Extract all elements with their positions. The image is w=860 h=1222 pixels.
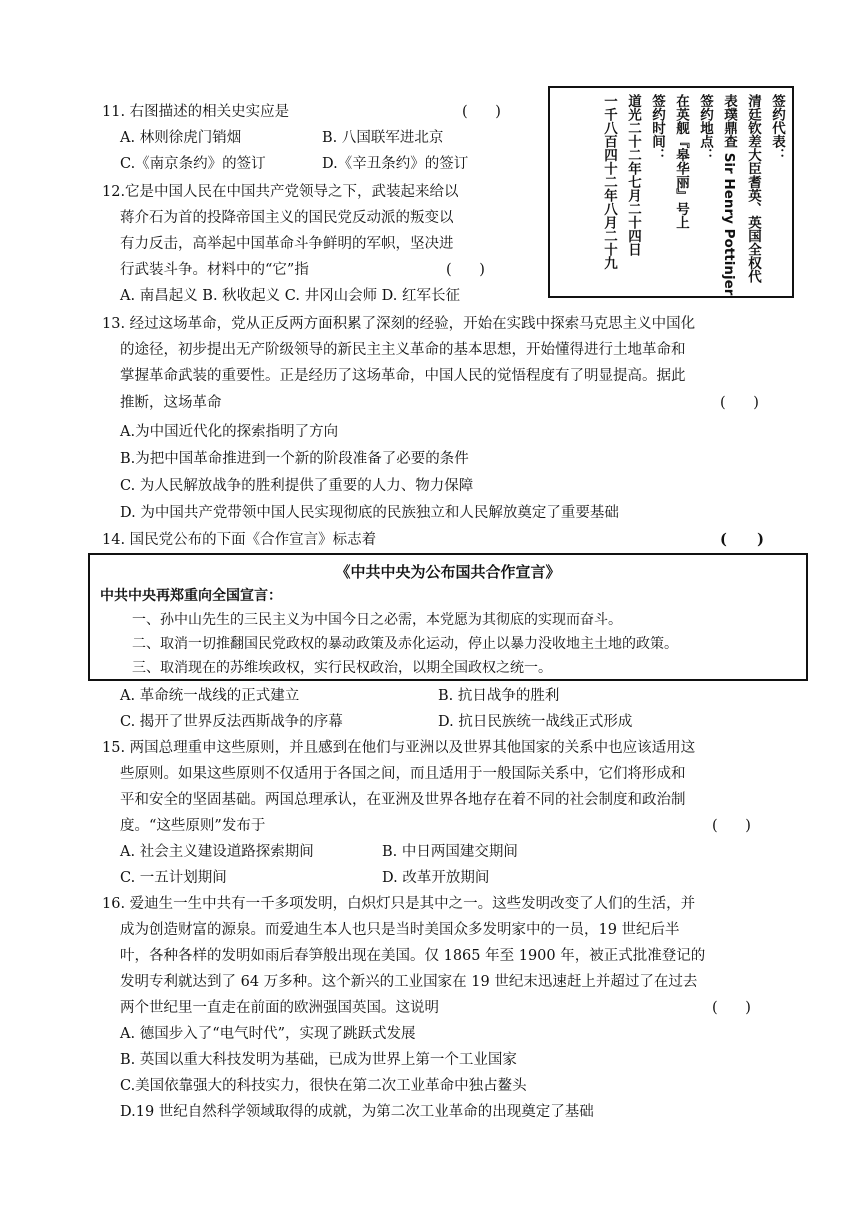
q12-line-3: 有力反击，高举起中国革命斗争鲜明的军帜，坚决进 [120, 236, 454, 252]
treaty-signatory-line2: 表璞鼎查 Sir Henry Pottinjer [721, 94, 737, 296]
q11-option-c: C.《南京条约》的签订 [120, 156, 266, 172]
q15-option-d: D. 改革开放期间 [382, 870, 490, 886]
q13-line-3: 掌握革命武装的重要性。正是经历了这场革命，中国人民的觉悟程度有了明显提高。据此 [120, 368, 686, 384]
q16-line-1: 16. 爱迪生一生中共有一千多项发明，白炽灯只是其中之一。这些发明改变了人们的生活，并 [102, 896, 696, 912]
treaty-time-lunar: 道光二十二年七月二十四日 [625, 94, 641, 256]
q15-option-c: C. 一五计划期间 [120, 870, 227, 886]
q12-line-2: 蒋介石为首的投降帝国主义的国民党反动派的叛变以 [120, 210, 454, 226]
q15-line-4: 度。“这些原则”发布于 [120, 818, 266, 834]
q16-line-2: 成为创造财富的源泉。而爱迪生本人也只是当时美国众多发明家中的一员，19 世纪后半 [120, 922, 680, 938]
q14-option-a: A. 革命统一战线的正式建立 [120, 688, 300, 704]
q13-line-1: 13. 经过这场革命，党从正反两方面积累了深刻的经验，开始在实践中探索马克思主义中国化 [102, 316, 696, 332]
q12-line-4: 行武装斗争。材料中的“它”指 [120, 262, 309, 278]
q16-line-4: 发明专利就达到了 64 万多种。这个新兴的工业国家在 19 世纪末迅速赶上并超过了在过去 [120, 974, 698, 990]
treaty-signatory-label: 签约代表： [769, 94, 785, 162]
q12-options: A. 南昌起义 B. 秋收起义 C. 井冈山会师 D. 红军长征 [120, 288, 461, 304]
q12-answer-blank[interactable]: ( ) [446, 262, 485, 278]
treaty-signatory-line1: 清廷钦差大臣耆英、英国全权代 [745, 94, 761, 283]
q16-answer-blank[interactable]: ( ) [712, 1000, 751, 1016]
q13-answer-blank[interactable]: ( ) [720, 395, 759, 411]
q16-line-3: 叶，各种各样的发明如雨后春笋般出现在美国。仅 1865 年至 1900 年，被正式批准登记的 [120, 948, 706, 964]
declaration-item-3: 三、取消现在的苏维埃政权，实行民权政治，以期全国政权之统一。 [132, 660, 552, 676]
q16-option-c: C.美国依靠强大的科技实力，很快在第二次工业革命中独占鳌头 [120, 1078, 527, 1094]
treaty-place-value: 在英舰『皋华丽』号上 [673, 94, 689, 229]
declaration-item-2: 二、取消一切推翻国民党政权的暴动政策及赤化运动，停止以暴力没收地主土地的政策。 [132, 636, 678, 652]
q13-line-2: 的途径，初步提出无产阶级领导的新民主主义革命的基本思想，开始懂得进行土地革命和 [120, 342, 686, 358]
q12-line-1: 12.它是中国人民在中国共产党领导之下，武装起来给以 [102, 184, 459, 200]
treaty-place-label: 签约地点： [697, 94, 713, 162]
q11-stem: 11. 右图描述的相关史实应是 [102, 104, 290, 120]
declaration-title: 《中共中央为公布国共合作宣言》 [335, 563, 561, 581]
q13-option-a: A.为中国近代化的探索指明了方向 [120, 424, 339, 440]
q14-option-c: C. 揭开了世界反法西斯战争的序幕 [120, 714, 343, 730]
q14-option-b: B. 抗日战争的胜利 [438, 688, 560, 704]
q13-option-d: D. 为中国共产党带领中国人民实现彻底的民族独立和人民解放奠定了重要基础 [120, 505, 619, 521]
q16-option-b: B. 英国以重大科技发明为基础，已成为世界上第一个工业国家 [120, 1052, 517, 1068]
q14-option-d: D. 抗日民族统一战线正式形成 [438, 714, 633, 730]
cooperation-declaration-box [88, 553, 808, 681]
q14-answer-blank[interactable]: ( ) [720, 531, 765, 548]
q13-line-4: 推断，这场革命 [120, 395, 222, 411]
q11-option-d: D.《辛丑条约》的签订 [322, 156, 469, 172]
q16-option-a: A. 德国步入了“电气时代”，实现了跳跃式发展 [120, 1026, 416, 1042]
q11-option-a: A. 林则徐虎门销烟 [120, 130, 242, 146]
q15-answer-blank[interactable]: ( ) [712, 818, 751, 834]
q13-option-c: C. 为人民解放战争的胜利提供了重要的人力、物力保障 [120, 478, 474, 494]
q15-line-2: 些原则。如果这些原则不仅适用于各国之间，而且适用于一般国际关系中，它们将形成和 [120, 766, 686, 782]
q15-option-b: B. 中日两国建交期间 [382, 844, 518, 860]
q13-option-b: B.为把中国革命推进到一个新的阶段准备了必要的条件 [120, 451, 469, 467]
q15-line-3: 平和安全的坚固基础。两国总理承认，在亚洲及世界各地存在着不同的社会制度和政治制 [120, 792, 686, 808]
declaration-item-1: 一、孙中山先生的三民主义为中国今日之必需，本党愿为其彻底的实现而奋斗。 [132, 612, 622, 628]
declaration-intro: 中共中央再郑重向全国宣言： [100, 588, 282, 604]
q16-option-d: D.19 世纪自然科学领域取得的成就，为第二次工业革命的出现奠定了基础 [120, 1104, 594, 1120]
q15-option-a: A. 社会主义建设道路探索期间 [120, 844, 314, 860]
q16-line-5: 两个世纪里一直走在前面的欧洲强国英国。这说明 [120, 1000, 439, 1016]
treaty-time-label: 签约时间： [649, 94, 665, 162]
q15-line-1: 15. 两国总理重申这些原则，并且感到在他们与亚洲以及世界其他国家的关系中也应该适用这 [102, 740, 696, 756]
treaty-time-solar: 一千八百四十二年八月二十九 [601, 94, 617, 270]
q11-option-b: B. 八国联军进北京 [322, 130, 444, 146]
q11-answer-blank[interactable]: ( ) [462, 104, 501, 120]
q14-stem: 14. 国民党公布的下面《合作宣言》标志着 [102, 532, 377, 548]
treaty-info-box [548, 86, 794, 298]
